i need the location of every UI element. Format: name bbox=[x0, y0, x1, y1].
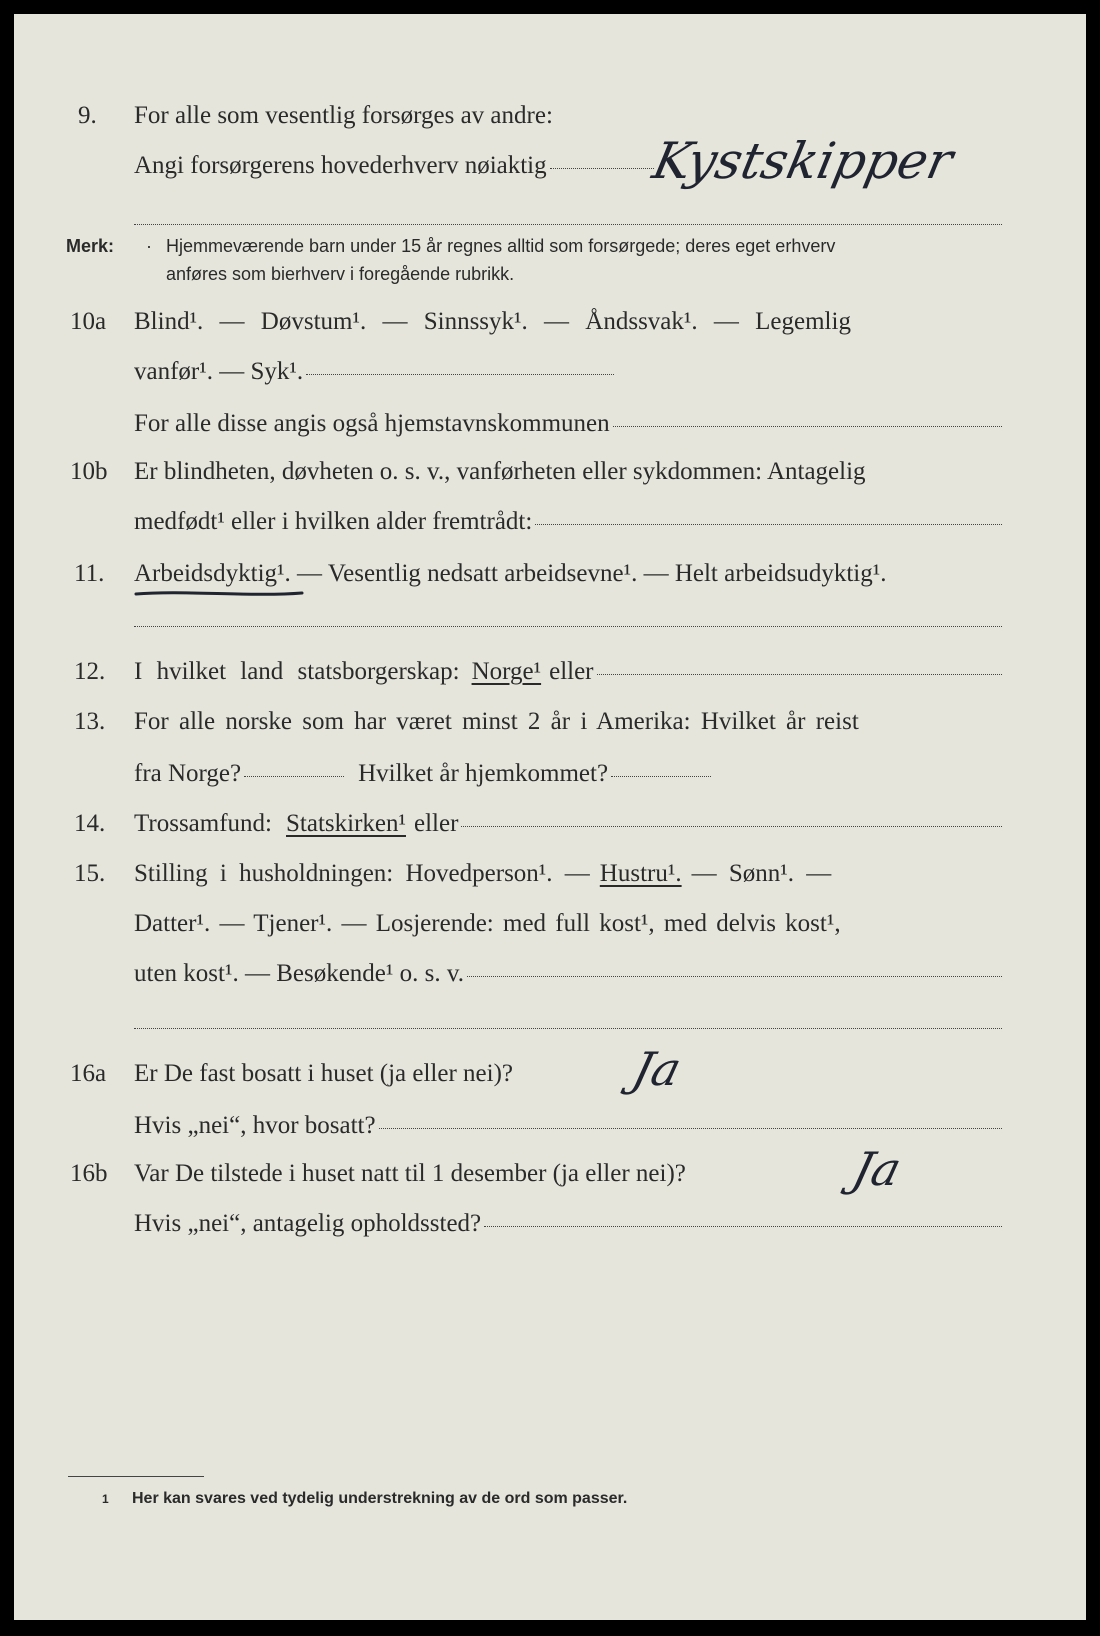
q13-line2b: Hvilket år hjemkommet? bbox=[358, 760, 609, 787]
q16a-line2-text: Hvis „nei“, hvor bosatt? bbox=[134, 1112, 376, 1139]
q12-line bbox=[134, 658, 1002, 686]
q10a-line2-text: vanfør¹. — Syk¹. bbox=[134, 358, 304, 385]
q11-option-arbeidsdyktig: Arbeidsdyktig¹. bbox=[134, 560, 291, 587]
q13-line2 bbox=[134, 760, 711, 788]
q10a-sick-line bbox=[306, 374, 614, 375]
q16a-line2 bbox=[134, 1112, 1002, 1140]
q12-tail: eller bbox=[549, 658, 594, 685]
q16b-answer-line bbox=[484, 1226, 1002, 1227]
q13-departure-line bbox=[244, 776, 344, 777]
q15-line1 bbox=[134, 860, 831, 888]
q15-extra-line bbox=[134, 1028, 1002, 1029]
q14-text: Trossamfund: bbox=[134, 810, 272, 837]
q14-number: 14. bbox=[74, 810, 106, 837]
q15-line1b: — Sønn¹. — bbox=[691, 860, 832, 887]
q13-line2a: fra Norge? bbox=[134, 760, 242, 787]
q16a-number: 16a bbox=[70, 1060, 107, 1087]
q10b-number: 10b bbox=[70, 458, 108, 485]
q10b-line2 bbox=[134, 508, 1002, 536]
q16a-line1: Er De fast bosatt i huset (ja eller nei)? bbox=[134, 1060, 514, 1087]
q16b-line1: Var De tilstede i huset natt til 1 desember (ja eller nei)? bbox=[134, 1160, 686, 1187]
q10a-line2 bbox=[134, 358, 614, 386]
census-form-page bbox=[14, 14, 1086, 1620]
merk-label: Merk: bbox=[66, 236, 115, 256]
q16a-answer-line bbox=[379, 1128, 1002, 1129]
q11-handwritten-underline bbox=[132, 588, 312, 602]
q12-answer-line bbox=[597, 674, 1002, 675]
q10a-number: 10a bbox=[70, 308, 107, 335]
q16b-line2-text: Hvis „nei“, antagelig opholdssted? bbox=[134, 1210, 482, 1237]
q12-number: 12. bbox=[74, 658, 106, 685]
q16b-line2 bbox=[134, 1210, 1002, 1238]
q11-line bbox=[134, 560, 886, 588]
footnote-mark: 1 bbox=[102, 1492, 109, 1506]
footnote-separator bbox=[68, 1476, 204, 1477]
q10a-line3 bbox=[134, 410, 1002, 438]
q13-number: 13. bbox=[74, 708, 106, 735]
q10a-municipality-line bbox=[613, 426, 1002, 427]
q9-handwritten-answer: Kystskipper bbox=[647, 132, 958, 190]
footnote-text: Her kan svares ved tydelig understrekning av de ord som passer. bbox=[132, 1490, 628, 1507]
q9-extra-line bbox=[134, 224, 1002, 225]
q14-line bbox=[134, 810, 1002, 838]
q15-line2: Datter¹. — Tjener¹. — Losjerende: med full kost¹, med delvis kost¹, bbox=[134, 910, 841, 937]
q9-number: 9. bbox=[78, 102, 97, 129]
q10b-line2-text: medfødt¹ eller i hvilken alder fremtrådt: bbox=[134, 508, 533, 535]
q15-line3 bbox=[134, 960, 1002, 988]
q16a-handwritten-answer: Ja bbox=[627, 1042, 687, 1096]
merk-line1: Hjemmeværende barn under 15 år regnes alltid som forsørgede; deres eget erhverv bbox=[166, 236, 836, 256]
q14-option-statskirken: Statskirken¹ bbox=[286, 810, 406, 837]
q16b-handwritten-answer: Ja bbox=[847, 1142, 907, 1196]
q9-line2-text: Angi forsørgerens hovederhverv nøiaktig bbox=[134, 152, 547, 179]
q14-tail: eller bbox=[413, 810, 459, 837]
q13-return-line bbox=[611, 776, 711, 777]
q11-number: 11. bbox=[74, 560, 105, 587]
q13-line1: For alle norske som har været minst 2 år i Amerika: Hvilket år reist bbox=[134, 708, 859, 735]
q12-text: I hvilket land statsborgerskap: bbox=[134, 658, 460, 685]
q11-rest: — Vesentlig nedsatt arbeidsevne¹. — Helt arbeidsudyktig¹. bbox=[290, 560, 887, 587]
q15-option-hustru: Hustru¹. bbox=[599, 860, 682, 887]
q16b-number: 16b bbox=[70, 1160, 108, 1187]
q10a-line1: Blind¹. — Døvstum¹. — Sinnssyk¹. — Åndssvak¹. — Legemlig bbox=[134, 308, 851, 335]
q10b-age-line bbox=[535, 524, 1002, 525]
q15-answer-line bbox=[467, 976, 1002, 977]
q14-answer-line bbox=[461, 826, 1002, 827]
q15-line1a: Stilling i husholdningen: Hovedperson¹. — bbox=[134, 860, 590, 887]
q12-option-norge: Norge¹ bbox=[471, 658, 542, 685]
q9-answer-line bbox=[550, 168, 654, 169]
q10b-line1: Er blindheten, døvheten o. s. v., vanførheten eller sykdommen: Antagelig bbox=[134, 458, 866, 485]
q11-extra-line bbox=[134, 626, 1002, 627]
q15-number: 15. bbox=[74, 860, 106, 887]
q9-line2 bbox=[134, 152, 654, 180]
q10a-line3-text: For alle disse angis også hjemstavnskommunen bbox=[134, 410, 610, 437]
merk-bullet: · bbox=[146, 236, 152, 256]
q15-line3-text: uten kost¹. — Besøkende¹ o. s. v. bbox=[134, 960, 465, 987]
q9-line1: For alle som vesentlig forsørges av andre: bbox=[134, 102, 553, 129]
merk-line2: anføres som bierhverv i foregående rubrikk. bbox=[166, 264, 515, 284]
